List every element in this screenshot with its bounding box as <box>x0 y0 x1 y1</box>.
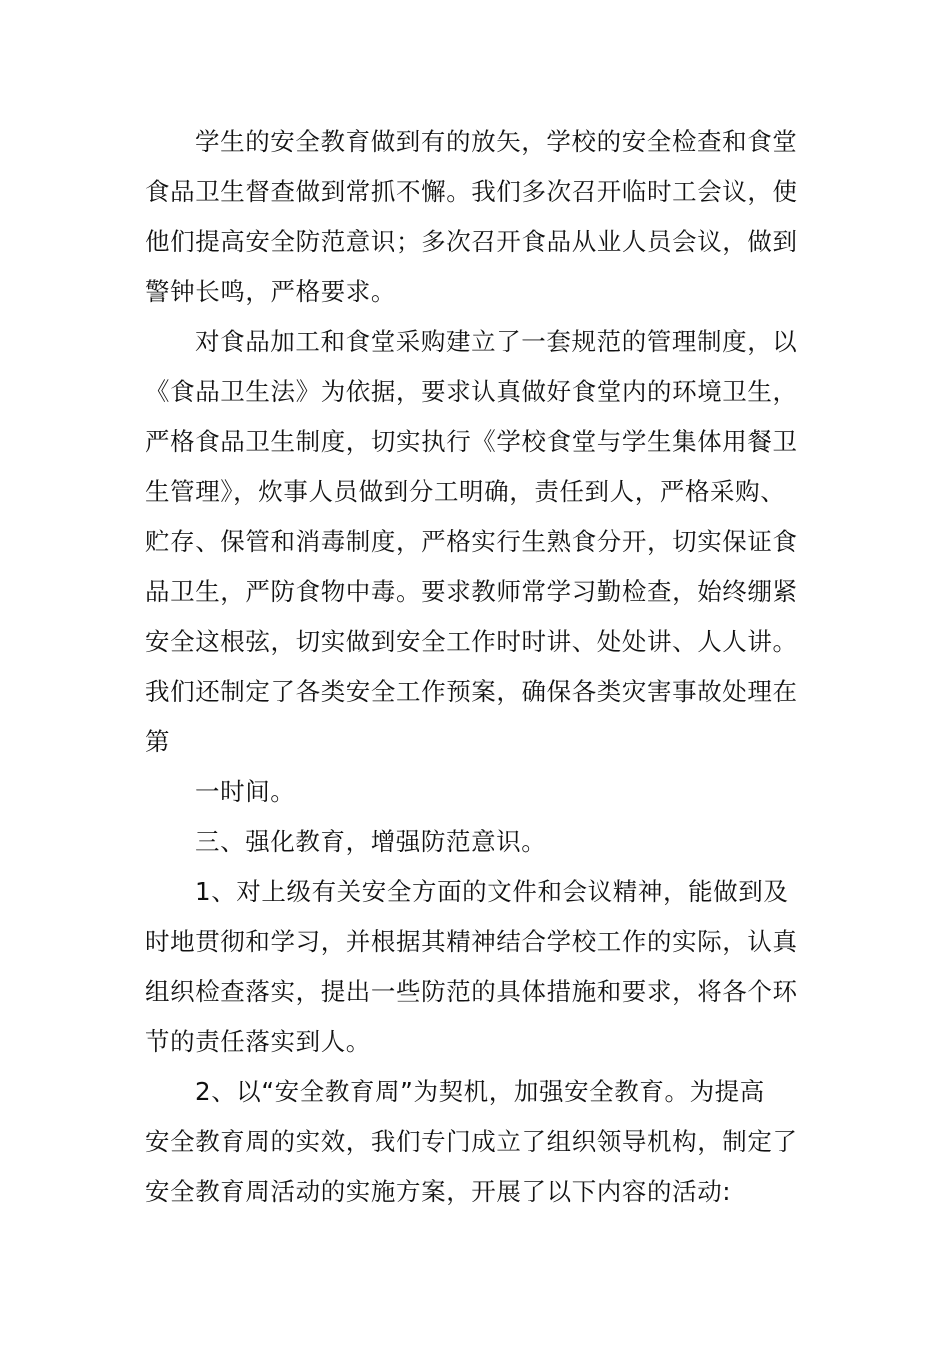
text-line: 2、以“安全教育周”为契机，加强安全教育。为提高 <box>195 1077 765 1106</box>
text-line: 安全教育周活动的实施方案，开展了以下内容的活动: <box>145 1177 732 1206</box>
section-heading: 三、强化教育，增强防范意识。 <box>195 827 547 856</box>
text-line: 时地贯彻和学习，并根据其精神结合学校工作的实际，认真 <box>145 927 798 956</box>
text-line: 他们提高安全防范意识；多次召开食品从业人员会议，做到 <box>145 227 798 256</box>
text-line: 安全这根弦，切实做到安全工作时时讲、处处讲、人人讲。 <box>145 627 798 656</box>
text-line: 第 <box>145 727 171 756</box>
text-line: 《食品卫生法》为依据，要求认真做好食堂内的环境卫生， <box>145 377 798 406</box>
text-line: 组织检查落实，提出一些防范的具体措施和要求，将各个环 <box>145 977 798 1006</box>
text-line: 我们还制定了各类安全工作预案，确保各类灾害事故处理在 <box>145 677 798 706</box>
text-line: 警钟长鸣，严格要求。 <box>145 277 396 306</box>
text-line: 对食品加工和食堂采购建立了一套规范的管理制度，以 <box>195 327 798 356</box>
text-line: 学生的安全教育做到有的放矢，学校的安全检查和食堂 <box>195 127 798 156</box>
text-line: 品卫生，严防食物中毒。要求教师常学习勤检查，始终绷紧 <box>145 577 798 606</box>
text-line: 1、对上级有关安全方面的文件和会议精神，能做到及 <box>195 877 789 906</box>
text-line: 一时间。 <box>195 777 296 806</box>
text-line: 严格食品卫生制度，切实执行《学校食堂与学生集体用餐卫 <box>145 427 798 456</box>
text-line: 贮存、保管和消毒制度，严格实行生熟食分开，切实保证食 <box>145 527 798 556</box>
text-line: 食品卫生督查做到常抓不懈。我们多次召开临时工会议，使 <box>145 177 798 206</box>
text-line: 安全教育周的实效，我们专门成立了组织领导机构，制定了 <box>145 1127 798 1156</box>
text-line: 节的责任落实到人。 <box>145 1027 371 1056</box>
text-line: 生管理》，炊事人员做到分工明确，责任到人，严格采购、 <box>145 477 786 506</box>
